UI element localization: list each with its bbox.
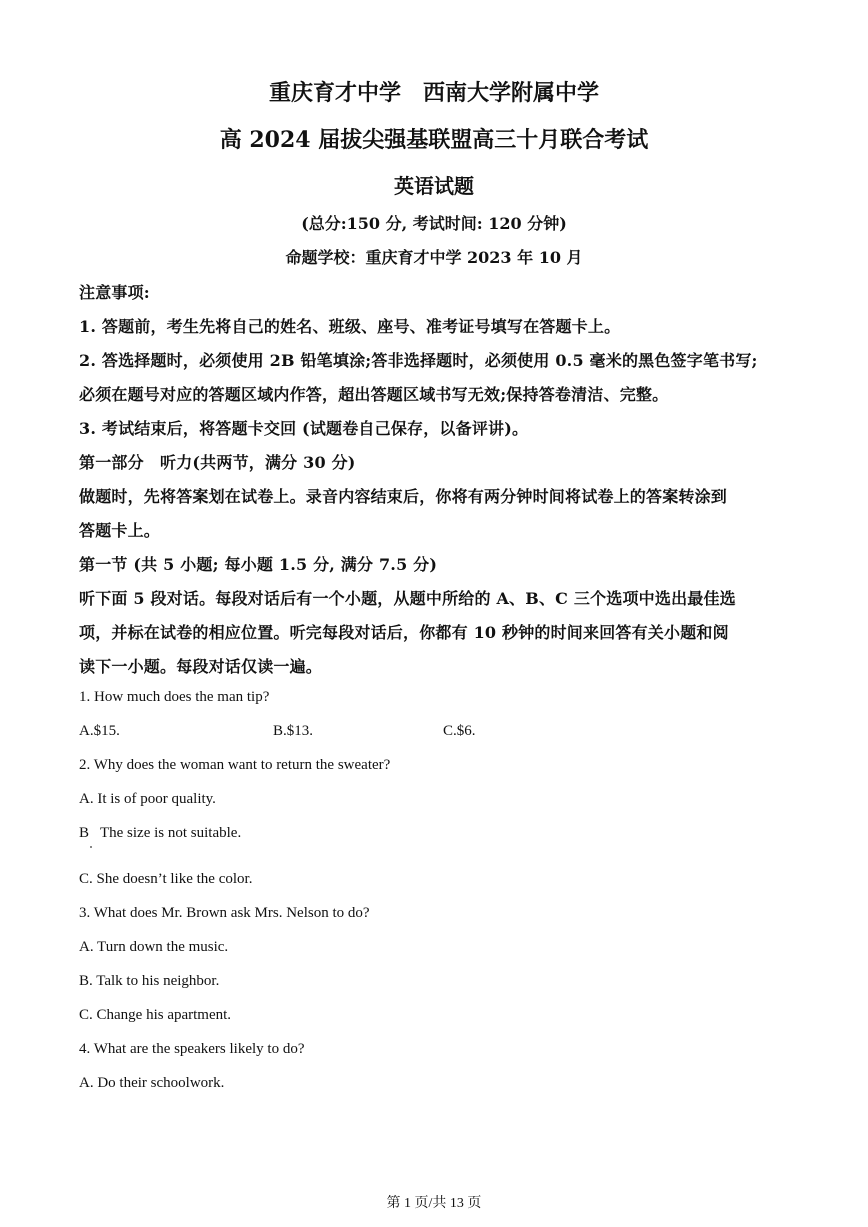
score-time: (总分:150 分, 考试时间: 120 分钟) <box>301 214 567 233</box>
notes-heading: 注意事项: <box>79 283 150 302</box>
note-item-2-line-2: 必须在题号对应的答题区域内作答，超出答题区域书写无效;保持答卷清洁、完整。 <box>79 385 669 404</box>
question-1-stem: 1. How much does the man tip? <box>79 689 270 705</box>
subject-title: 英语试题 <box>394 174 474 198</box>
question-3-option-b: B. Talk to his neighbor. <box>79 973 220 989</box>
section1-instruction-line-1: 听下面 5 段对话。每段对话后有一个小题，从题中所给的 A、B、C 三个选项中选出最佳选 <box>79 589 736 608</box>
question-2-stem: 2. Why does the woman want to return the sweater? <box>79 757 391 773</box>
question-3-option-a: A. Turn down the music. <box>79 939 229 955</box>
question-2-option-b: B The size is not suitable. <box>79 825 242 841</box>
part1-heading: 第一部分 听力(共两节，满分 30 分) <box>79 453 356 472</box>
section1-heading: 第一节 (共 5 小题; 每小题 1.5 分, 满分 7.5 分) <box>79 555 438 574</box>
question-1-option-b: B.$13. <box>273 723 314 739</box>
note-item-2-line-1: 2. 答选择题时，必须使用 2B 铅笔填涂;答非选择题时，必须使用 0.5 毫米的黑色签字笔书写; <box>79 351 758 370</box>
question-3-stem: 3. What does Mr. Brown ask Mrs. Nelson to do? <box>79 905 370 921</box>
question-4-stem: 4. What are the speakers likely to do? <box>79 1041 305 1057</box>
section1-instruction-line-3: 读下一小题。每段对话仅读一遍。 <box>79 657 323 676</box>
question-1-option-a: A.$15. <box>79 723 120 739</box>
question-2-option-a: A. It is of poor quality. <box>79 791 216 807</box>
school-names: 重庆育才中学 西南大学附属中学 <box>268 80 599 106</box>
question-1-option-c: C.$6. <box>443 723 476 739</box>
setter-info: 命题学校：重庆育才中学 2023 年 10 月 <box>285 248 583 267</box>
exam-title: 高 2024 届拔尖强基联盟高三十月联合考试 <box>219 127 649 153</box>
question-4-option-a: A. Do their schoolwork. <box>79 1075 225 1091</box>
note-item-1: 1. 答题前，考生先将自己的姓名、班级、座号、准考证号填写在答题卡上。 <box>79 317 621 336</box>
question-3-option-c: C. Change his apartment. <box>79 1007 232 1023</box>
question-2-option-c: C. She doesn’t like the color. <box>79 871 253 887</box>
page-footer: 第 1 页/共 13 页 <box>386 1196 482 1211</box>
part1-instruction-line-2: 答题卡上。 <box>79 521 161 540</box>
stray-dot <box>90 846 92 848</box>
note-item-3: 3. 考试结束后，将答题卡交回 (试题卷自己保存，以备评讲)。 <box>79 419 529 438</box>
part1-instruction-line-1: 做题时，先将答案划在试卷上。录音内容结束后，你将有两分钟时间将试卷上的答案转涂到 <box>79 487 728 506</box>
section1-instruction-line-2: 项，并标在试卷的相应位置。听完每段对话后，你都有 10 秒钟的时间来回答有关小题和阅 <box>79 623 729 642</box>
